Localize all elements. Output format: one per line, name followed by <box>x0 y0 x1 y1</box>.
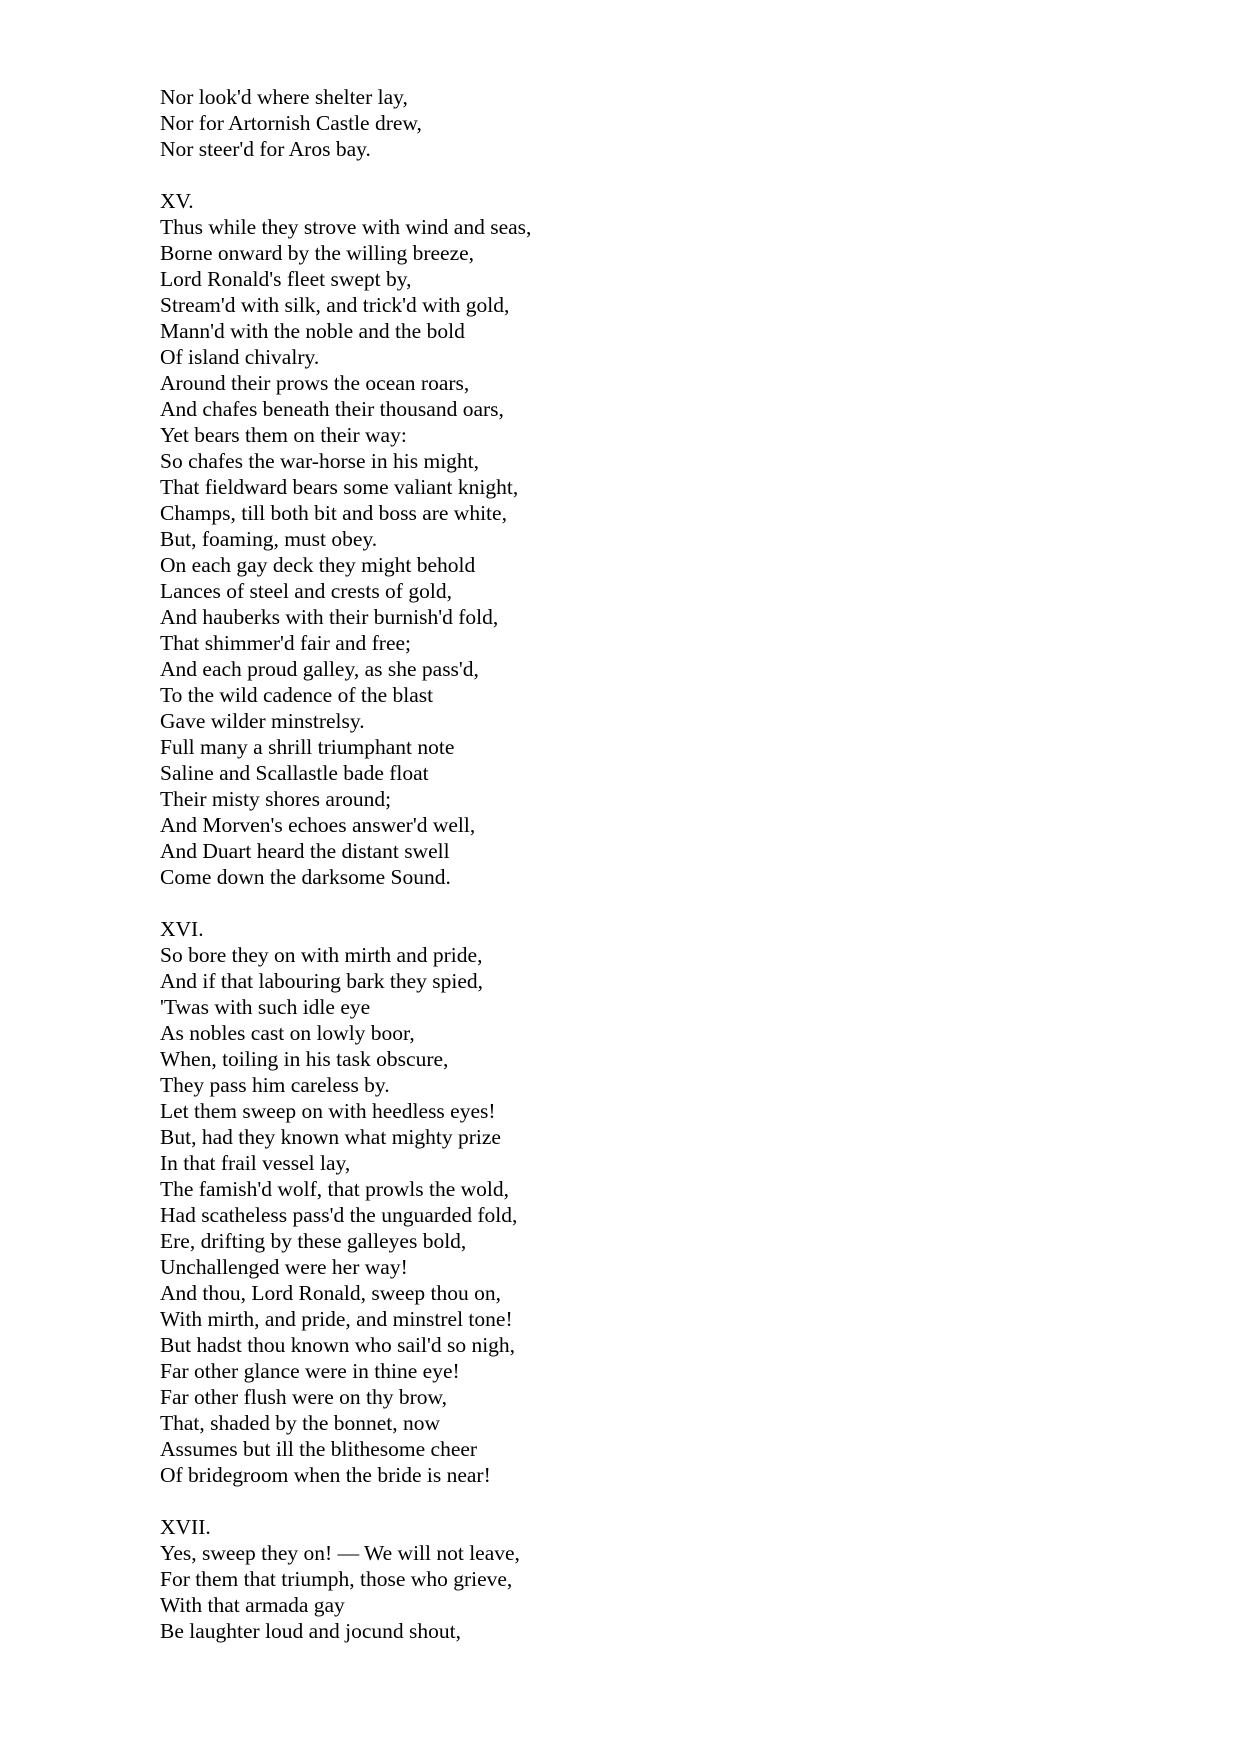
verse-line: The famish'd wolf, that prowls the wold, <box>160 1177 510 1201</box>
verse-line: Ere, drifting by these galleyes bold, <box>160 1229 467 1253</box>
verse-line: But, had they known what mighty prize <box>160 1125 501 1149</box>
verse-line: Around their prows the ocean roars, <box>160 371 470 395</box>
verse-line: That shimmer'd fair and free; <box>160 631 412 655</box>
stanza-heading: XV. <box>160 189 194 213</box>
stanza-xvi <box>160 916 1160 1488</box>
verse-line: With mirth, and pride, and minstrel tone! <box>160 1307 513 1331</box>
verse-line: When, toiling in his task obscure, <box>160 1047 449 1071</box>
verse-line: Full many a shrill triumphant note <box>160 735 455 759</box>
verse-line: Be laughter loud and jocund shout, <box>160 1619 461 1643</box>
verse-line: Borne onward by the willing breeze, <box>160 241 475 265</box>
verse-line: So chafes the war-horse in his might, <box>160 449 480 473</box>
verse-line: They pass him careless by. <box>160 1073 390 1097</box>
verse-line: And each proud galley, as she pass'd, <box>160 657 479 681</box>
verse-line: And Duart heard the distant swell <box>160 839 450 863</box>
verse-line: But hadst thou known who sail'd so nigh, <box>160 1333 516 1357</box>
verse-line: Come down the darksome Sound. <box>160 865 451 889</box>
verse-line: Mann'd with the noble and the bold <box>160 319 465 343</box>
stanza-gap <box>160 1488 1160 1514</box>
verse-line: That, shaded by the bonnet, now <box>160 1411 441 1435</box>
verse-line: 'Twas with such idle eye <box>160 995 371 1019</box>
stanza-heading: XVI. <box>160 917 204 941</box>
verse-line: And Morven's echoes answer'd well, <box>160 813 476 837</box>
verse-line: That fieldward bears some valiant knight, <box>160 475 519 499</box>
verse-line: For them that triumph, those who grieve, <box>160 1567 513 1591</box>
stanza-gap <box>160 890 1160 916</box>
verse-line: Had scatheless pass'd the unguarded fold, <box>160 1203 518 1227</box>
poem-page <box>160 84 1160 1644</box>
stanza-xv <box>160 188 1160 890</box>
verse-line: Assumes but ill the blithesome cheer <box>160 1437 478 1461</box>
verse-line: Of island chivalry. <box>160 345 320 369</box>
verse-line: Far other glance were in thine eye! <box>160 1359 460 1383</box>
verse-line: In that frail vessel lay, <box>160 1151 351 1175</box>
verse-line: But, foaming, must obey. <box>160 527 378 551</box>
verse-line: Thus while they strove with wind and seas, <box>160 215 532 239</box>
verse-line: Stream'd with silk, and trick'd with gold, <box>160 293 510 317</box>
verse-line: And chafes beneath their thousand oars, <box>160 397 504 421</box>
verse-line: Of bridegroom when the bride is near! <box>160 1463 491 1487</box>
verse-line: Their misty shores around; <box>160 787 392 811</box>
verse-line: Champs, till both bit and boss are white, <box>160 501 507 525</box>
verse-line: Nor steer'd for Aros bay. <box>160 137 371 161</box>
stanza-xvii <box>160 1514 1160 1644</box>
verse-line: As nobles cast on lowly boor, <box>160 1021 415 1045</box>
verse-line: Lord Ronald's fleet swept by, <box>160 267 412 291</box>
verse-line: Yet bears them on their way: <box>160 423 407 447</box>
verse-line: Far other flush were on thy brow, <box>160 1385 447 1409</box>
verse-line: And hauberks with their burnish'd fold, <box>160 605 499 629</box>
stanza-heading: XVII. <box>160 1515 211 1539</box>
verse-line: Unchallenged were her way! <box>160 1255 408 1279</box>
verse-line: And thou, Lord Ronald, sweep thou on, <box>160 1281 501 1305</box>
opening-lines <box>160 84 1160 162</box>
verse-line: Nor look'd where shelter lay, <box>160 85 408 109</box>
verse-line: Gave wilder minstrelsy. <box>160 709 365 733</box>
verse-line: Lances of steel and crests of gold, <box>160 579 452 603</box>
verse-line: To the wild cadence of the blast <box>160 683 434 707</box>
verse-line: Yes, sweep they on! — We will not leave, <box>160 1541 520 1565</box>
stanza-gap <box>160 162 1160 188</box>
verse-line: Nor for Artornish Castle drew, <box>160 111 422 135</box>
verse-line: On each gay deck they might behold <box>160 553 476 577</box>
verse-line: And if that labouring bark they spied, <box>160 969 484 993</box>
verse-line: Saline and Scallastle bade float <box>160 761 429 785</box>
verse-line: With that armada gay <box>160 1593 345 1617</box>
verse-line: So bore they on with mirth and pride, <box>160 943 483 967</box>
verse-line: Let them sweep on with heedless eyes! <box>160 1099 496 1123</box>
